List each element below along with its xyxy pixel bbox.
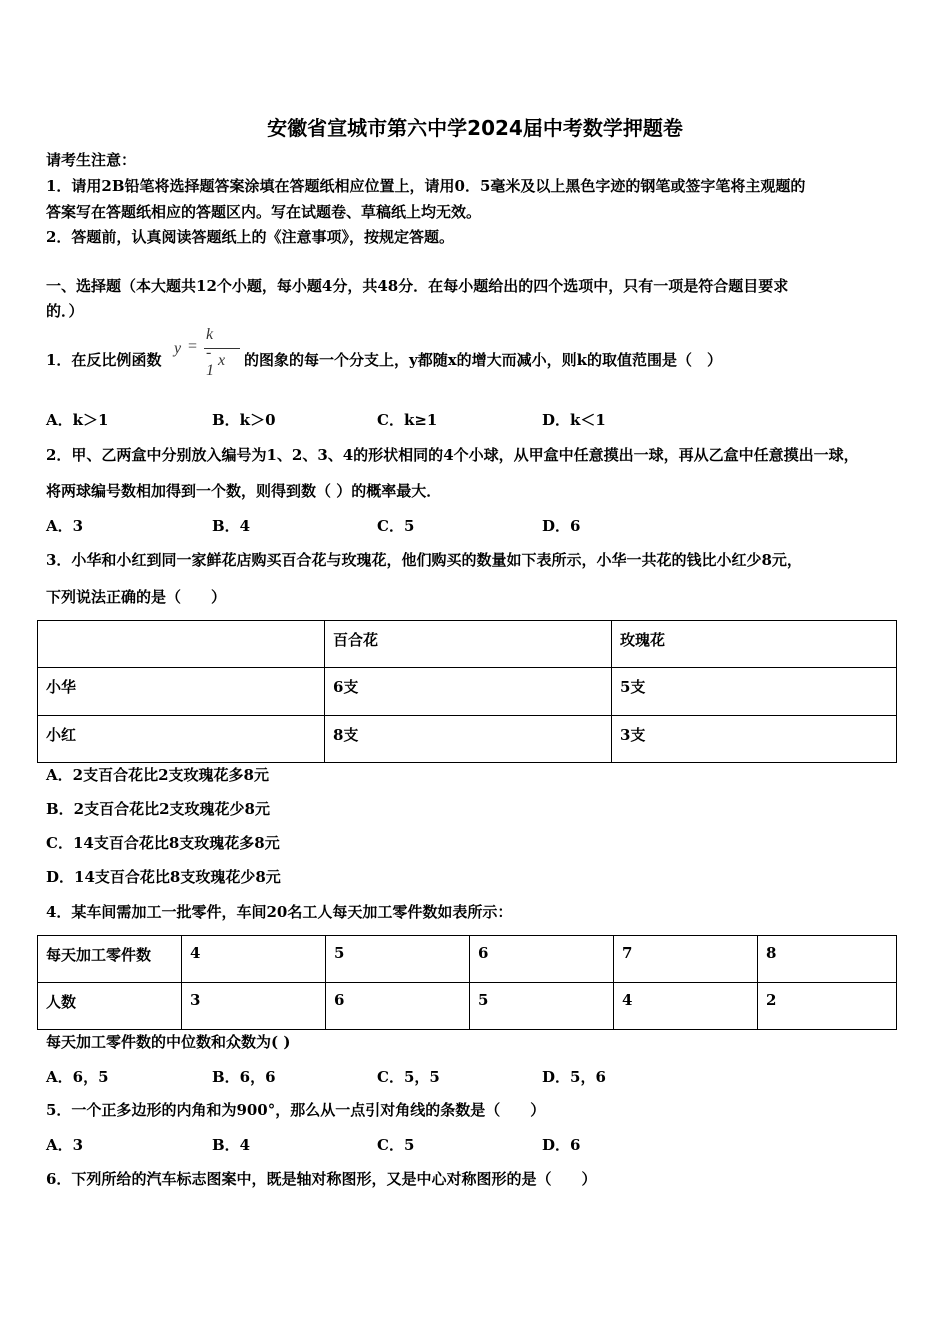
page-title: 安徽省宣城市第六中学2024届中考数学押题卷 — [267, 116, 683, 140]
q1-option-c: C．k≥1 — [377, 411, 438, 429]
q6-line: 6．下列所给的汽车标志图案中，既是轴对称图形，又是中心对称图形的是（ ） — [46, 1170, 597, 1188]
table-cell: 7 — [614, 936, 758, 983]
q4-table — [37, 935, 897, 1030]
table-cell: 小红 — [38, 716, 325, 763]
table-row — [38, 621, 897, 668]
formula-denominator: x — [218, 352, 226, 369]
table-cell: 8 — [758, 936, 897, 983]
notice-line: 1．请用2B铅笔将选择题答案涂填在答题纸相应位置上，请用0．5毫米及以上黑色字迹的钢笔或签字笔将主观题的 — [46, 177, 806, 195]
q3-option-a: A．2支百合花比2支玫瑰花多8元 — [46, 766, 269, 784]
q5-option-b: B．4 — [212, 1136, 251, 1154]
table-row — [38, 936, 897, 983]
table-cell — [38, 621, 325, 668]
fraction-bar — [204, 348, 240, 349]
table-cell: 2 — [758, 983, 897, 1030]
q4-line: 4．某车间需加工一批零件，车间20名工人每天加工零件数如表所示： — [46, 903, 513, 921]
q5-option-c: C．5 — [377, 1136, 415, 1154]
table-cell: 8支 — [325, 716, 612, 763]
section-heading: 的．） — [46, 302, 84, 320]
q1-option-b: B．k＞0 — [212, 411, 276, 429]
table-cell: 玫瑰花 — [612, 621, 897, 668]
table-cell: 6支 — [325, 668, 612, 716]
q2-option-d: D．6 — [542, 517, 581, 535]
table-row — [38, 668, 897, 716]
table-cell: 6 — [326, 983, 470, 1030]
q2-option-b: B．4 — [212, 517, 251, 535]
q1-prefix: 1．在反比例函数 — [46, 351, 162, 369]
table-cell: 3支 — [612, 716, 897, 763]
q4-option-b: B．6，6 — [212, 1068, 276, 1086]
table-cell: 6 — [470, 936, 614, 983]
notice-line: 答案写在答题纸相应的答题区内。写在试题卷、草稿纸上均无效。 — [46, 203, 482, 221]
q3-table — [37, 620, 897, 763]
table-cell: 5 — [326, 936, 470, 983]
q3-option-d: D．14支百合花比8支玫瑰花少8元 — [46, 868, 281, 886]
notice-line: 2．答题前，认真阅读答题纸上的《注意事项》，按规定答题。 — [46, 228, 454, 246]
q5-option-a: A．3 — [46, 1136, 84, 1154]
table-cell: 5 — [470, 983, 614, 1030]
q2-option-c: C．5 — [377, 517, 415, 535]
q3-line: 下列说法正确的是（ ） — [46, 588, 227, 606]
formula-numerator: k - 1 — [206, 326, 214, 379]
table-cell: 4 — [614, 983, 758, 1030]
q1-suffix: 的图象的每一个分支上，y都随x的增大而减小，则k的取值范围是（ ） — [244, 351, 723, 369]
notice-heading: 请考生注意： — [46, 151, 137, 169]
table-cell: 4 — [182, 936, 326, 983]
q4-option-a: A．6，5 — [46, 1068, 109, 1086]
table-cell: 每天加工零件数 — [38, 936, 182, 983]
q2-option-a: A．3 — [46, 517, 84, 535]
q3-option-b: B．2支百合花比2支玫瑰花少8元 — [46, 800, 270, 818]
q4-option-d: D．5，6 — [542, 1068, 606, 1086]
formula-eq: = — [188, 338, 198, 355]
q3-option-c: C．14支百合花比8支玫瑰花多8元 — [46, 834, 280, 852]
formula-y: y — [174, 340, 182, 357]
q3-line: 3．小华和小红到同一家鲜花店购买百合花与玫瑰花，他们购买的数量如下表所示，小华一共花的钱比小红少8元， — [46, 551, 802, 569]
q2-line: 将两球编号数相加得到一个数，则得到数（ ）的概率最大． — [46, 482, 442, 500]
table-cell: 小华 — [38, 668, 325, 716]
q4-option-c: C．5，5 — [377, 1068, 440, 1086]
table-cell: 3 — [182, 983, 326, 1030]
q1-option-d: D．k＜1 — [542, 411, 606, 429]
section-heading: 一、选择题（本大题共12个小题，每小题4分，共48分．在每小题给出的四个选项中，只有一项是符合题目要求 — [46, 277, 789, 295]
q5-line: 5．一个正多边形的内角和为900°，那么从一点引对角线的条数是（ ） — [46, 1101, 546, 1119]
table-row — [38, 983, 897, 1030]
q5-option-d: D．6 — [542, 1136, 581, 1154]
table-cell: 人数 — [38, 983, 182, 1030]
table-cell: 5支 — [612, 668, 897, 716]
q1-option-a: A．k＞1 — [46, 411, 109, 429]
q2-line: 2．甲、乙两盒中分别放入编号为1、2、3、4的形状相同的4个小球，从甲盒中任意摸出一球，再从乙盒中任意摸出一球， — [46, 446, 859, 464]
q4-question: 每天加工零件数的中位数和众数为( ) — [46, 1033, 291, 1051]
table-cell: 百合花 — [325, 621, 612, 668]
table-row — [38, 716, 897, 763]
